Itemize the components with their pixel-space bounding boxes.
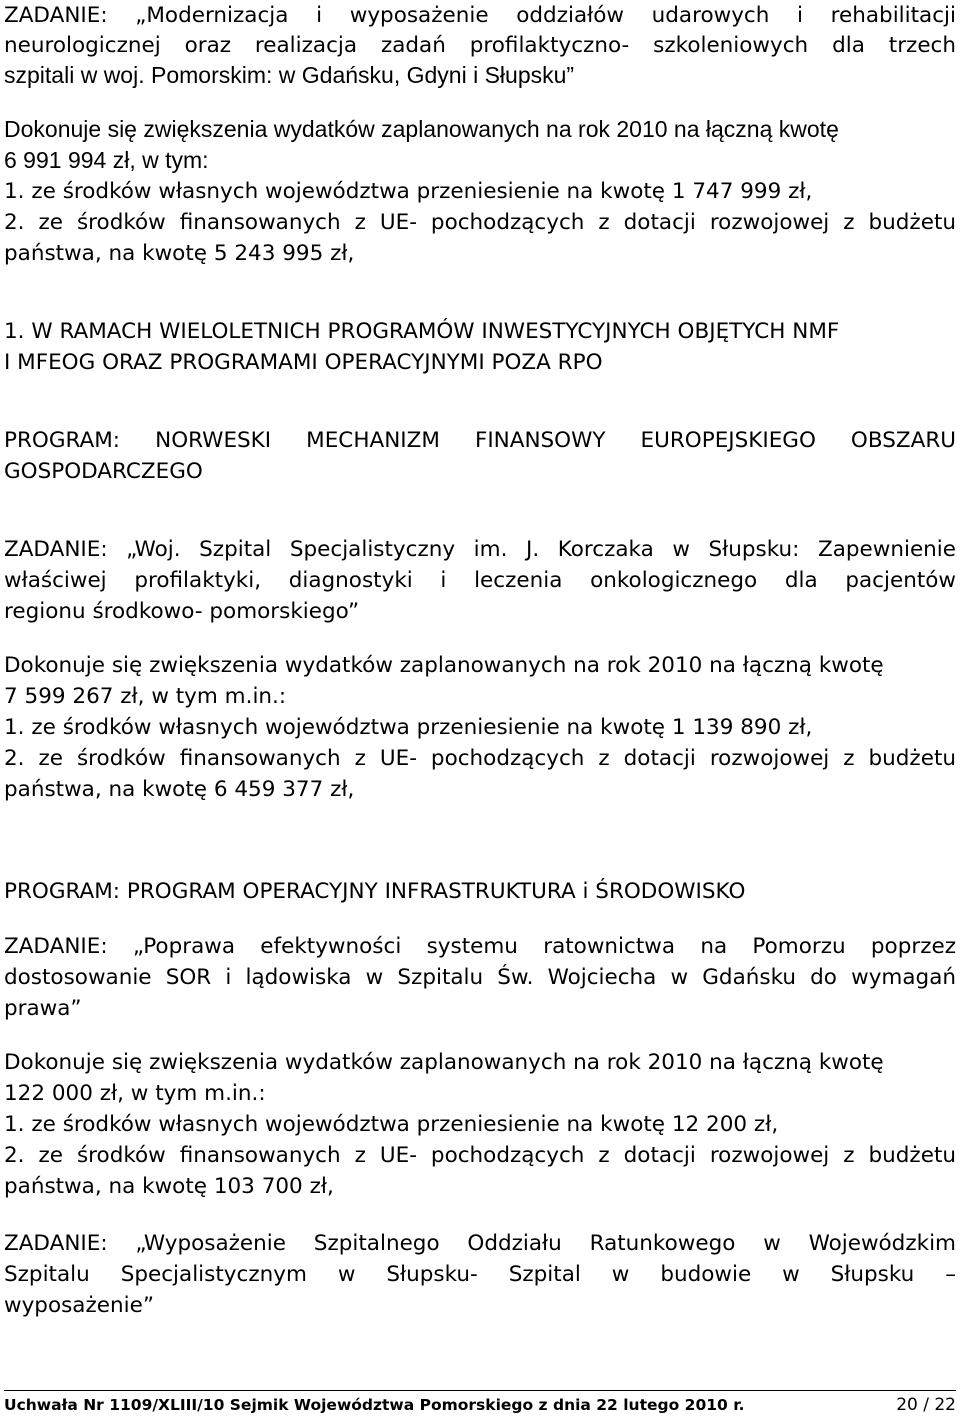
amount-item-line: państwa, na kwotę 5 243 995 zł,	[4, 241, 355, 266]
section-heading-line: I MFEOG ORAZ PROGRAMAMI OPERACYJNYMI POZA RPO	[4, 350, 603, 375]
task-title-line: właściwej profilaktyki, diagnostyki i leczenia onkologicznego dla pacjentów	[4, 568, 956, 593]
amount-intro-line: 122 000 zł, w tym m.in.:	[4, 1081, 266, 1106]
amount-item-line: państwa, na kwotę 6 459 377 zł,	[4, 777, 355, 802]
amount-intro-line: Dokonuje się zwiększenia wydatków zaplanowanych na rok 2010 na łączną kwotę	[4, 653, 884, 678]
section-heading-line: 1. W RAMACH WIELOLETNICH PROGRAMÓW INWESTYCYJNYCH OBJĘTYCH NMF	[4, 319, 840, 344]
task-title-line: Szpitalu Specjalistycznym w Słupsku- Szpital w budowie w Słupsku –	[4, 1262, 956, 1287]
program-heading-line: PROGRAM: PROGRAM OPERACYJNY INFRASTRUKTURA i ŚRODOWISKO	[4, 879, 746, 904]
amount-item-line: 2. ze środków finansowanych z UE- pochodzących z dotacji rozwojowej z budżetu	[4, 746, 956, 771]
footer-rule	[4, 1390, 956, 1391]
task-title-line: szpitali w woj. Pomorskim: w Gdańsku, Gdyni i Słupsku”	[4, 62, 575, 88]
task-title-line: ZADANIE: „Wyposażenie Szpitalnego Oddziału Ratunkowego w Wojewódzkim	[4, 1231, 956, 1256]
amount-item-line: 1. ze środków własnych województwa przeniesienie na kwotę 12 200 zł,	[4, 1112, 779, 1137]
program-heading-line: GOSPODARCZEGO	[4, 459, 203, 484]
amount-intro-line: Dokonuje się zwiększenia wydatków zaplanowanych na rok 2010 na łączną kwotę	[4, 1050, 884, 1075]
amount-item-line: 2. ze środków finansowanych z UE- pochodzących z dotacji rozwojowej z budżetu	[4, 1143, 956, 1168]
task-title-line: prawa”	[4, 996, 82, 1021]
task-title-line: neurologicznej oraz realizacja zadań profilaktyczno- szkoleniowych dla trzech	[4, 33, 956, 58]
task-title-line: wyposażenie”	[4, 1293, 154, 1318]
footer-resolution-text: Uchwała Nr 1109/XLIII/10 Sejmik Województwa Pomorskiego z dnia 22 lutego 2010 r.	[4, 1396, 745, 1414]
page-number: 20 / 22	[896, 1395, 956, 1415]
task-title-line: ZADANIE: „Modernizacja i wyposażenie oddziałów udarowych i rehabilitacji	[4, 3, 956, 28]
amount-item-line: państwa, na kwotę 103 700 zł,	[4, 1174, 334, 1199]
program-heading-line: PROGRAM: NORWESKI MECHANIZM FINANSOWY EUROPEJSKIEGO OBSZARU	[4, 428, 956, 453]
amount-item-line: 2. ze środków finansowanych z UE- pochodzących z dotacji rozwojowej z budżetu	[4, 210, 956, 235]
task-title-line: dostosowanie SOR i lądowiska w Szpitalu Św. Wojciecha w Gdańsku do wymagań	[4, 965, 956, 990]
task-title-line: regionu środkowo- pomorskiego”	[4, 599, 360, 624]
amount-intro-line: Dokonuje się zwiększenia wydatków zaplanowanych na rok 2010 na łączną kwotę	[4, 116, 839, 142]
amount-item-line: 1. ze środków własnych województwa przeniesienie na kwotę 1 139 890 zł,	[4, 715, 813, 740]
amount-intro-line: 7 599 267 zł, w tym m.in.:	[4, 684, 287, 709]
amount-item-line: 1. ze środków własnych województwa przeniesienie na kwotę 1 747 999 zł,	[4, 179, 813, 204]
page-footer	[4, 1392, 956, 1418]
task-title-line: ZADANIE: „Woj. Szpital Specjalistyczny im. J. Korczaka w Słupsku: Zapewnienie	[4, 537, 956, 562]
task-title-line: ZADANIE: „Poprawa efektywności systemu ratownictwa na Pomorzu poprzez	[4, 934, 956, 959]
amount-intro-line: 6 991 994 zł, w tym:	[4, 147, 209, 173]
